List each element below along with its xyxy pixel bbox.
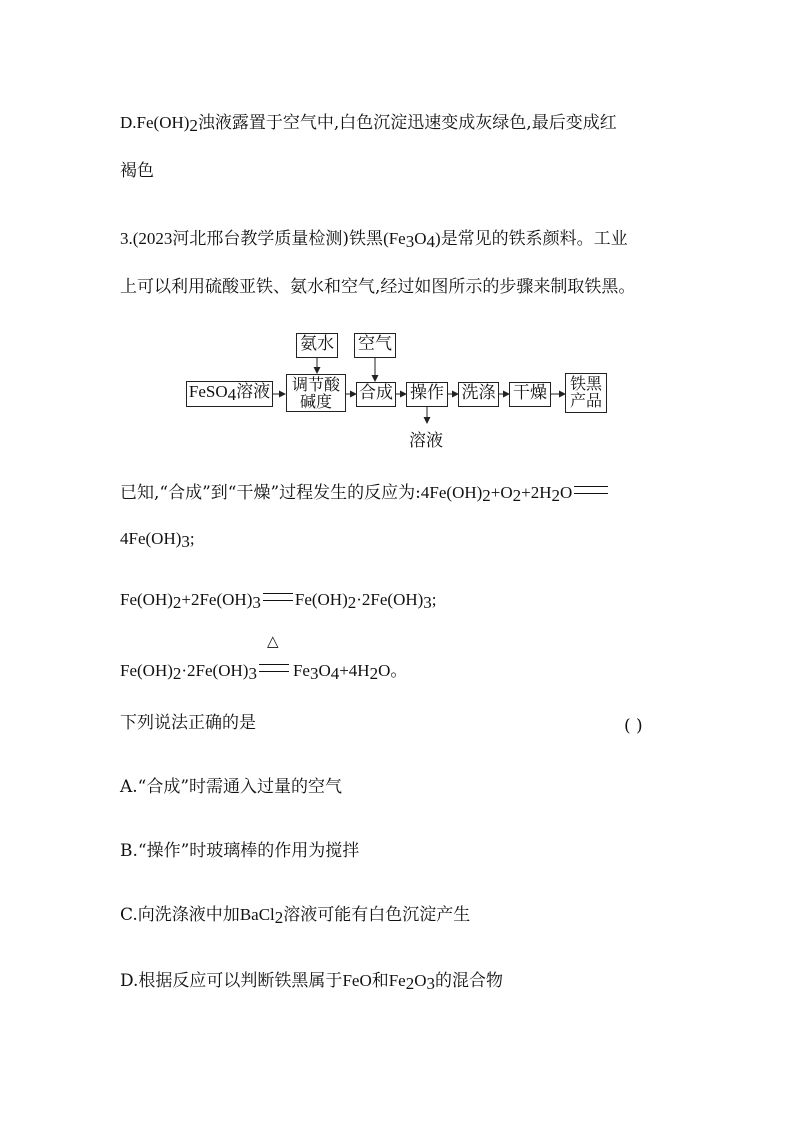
box-operation: 操作 xyxy=(406,382,448,407)
question-3-line1: 3.(2023河北邢台教学质量检测)铁黑$(Fe_3O_4)$是常见的铁系颜料。工业 xyxy=(120,229,628,251)
option-d-previous: $D.Fe(OH)_2$浊液露置于空气中,白色沉淀迅速变成灰绿色,最后变成红 xyxy=(120,113,617,135)
box-wash: 洗涤 xyxy=(458,382,499,407)
equals-sign xyxy=(574,486,608,494)
box-synthesis: 合成 xyxy=(356,382,396,407)
equals-sign xyxy=(263,593,293,601)
option-a: A.“合成”时需通入过量的空气 xyxy=(120,777,343,797)
option-d-previous-cont: 褐色 xyxy=(120,161,154,181)
question-prompt: 下列说法正确的是 xyxy=(120,713,256,733)
answer-parentheses: ( ) xyxy=(624,716,643,736)
flow-arrows xyxy=(0,0,794,460)
question-3-line2: 上可以利用硫酸亚铁、氨水和空气,经过如图所示的步骤来制取铁黑。 xyxy=(120,277,636,297)
label-byproduct-solution: 溶液 xyxy=(409,431,443,451)
box-dry: 干燥 xyxy=(509,382,551,407)
reaction-3: $Fe(OH)_2\cdot 2Fe(OH)_3$ △ $Fe_3O_4+4H_2O$。 xyxy=(120,632,408,683)
box-air: 空气 xyxy=(354,333,396,358)
box-product: 铁黑 产品 xyxy=(565,373,607,413)
box-feso4-solution: FeSO$_4$溶液 xyxy=(186,381,273,407)
option-d: D.根据反应可以判断铁黑属于FeO和$Fe_2O_3$的混合物 xyxy=(120,971,503,993)
reaction-2: $Fe(OH)_2+2Fe(OH)_3$ $Fe(OH)_2\cdot 2Fe(OH)_3$; xyxy=(120,590,437,612)
box-ammonia: 氨水 xyxy=(296,333,338,358)
heating-equals-sign xyxy=(259,632,291,678)
heat-triangle-icon: △ xyxy=(266,632,279,650)
option-c: C.向洗涤液中加BaCl$_2$溶液可能有白色沉淀产生 xyxy=(120,905,471,927)
option-b: B.“操作”时玻璃棒的作用为搅拌 xyxy=(120,841,360,861)
box-adjust-acidity: 调节酸 碱度 xyxy=(286,374,346,412)
reaction-1-product: $4Fe(OH)_3$; xyxy=(120,529,195,551)
known-intro-line: 已知,“合成”到“干燥”过程发生的反应为$:4Fe(OH)_2+O_2+2H_2O$ xyxy=(120,482,610,504)
